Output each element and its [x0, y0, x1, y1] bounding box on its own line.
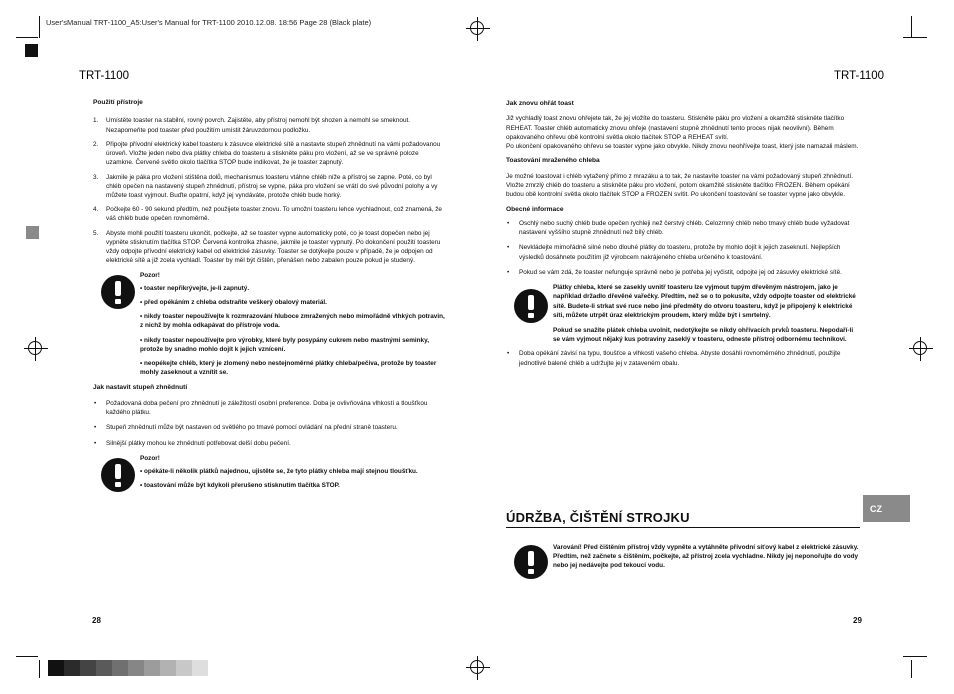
color-swatch	[192, 660, 208, 676]
registration-mark-icon	[470, 660, 484, 674]
crop-line	[16, 656, 38, 657]
warning-item: • neopékejte chléb, který je zlomený nebo nestejnoměrné plátky chleba/pečiva, protože by toaster mohly zaseknout a vznítit se.	[140, 360, 437, 377]
list-item: • Nevkládejte mimořádně silné nebo dlouhé plátky do toasteru, protože by mohlo dojít k jejich zaseknutí. Nejlepších výsledků dosáhnete použitím již výrobcem nakrájeného chleba určeného k toastování.	[506, 243, 860, 261]
color-swatch	[160, 660, 176, 676]
black-corner-square	[25, 44, 38, 57]
list-item: • Pokud se vám zdá, že toaster nefunguje správně nebo je potřeba jej vyčistit, odpojte jej od zásuvky elektrické sítě.	[506, 268, 860, 277]
warning-text: Plátky chleba, které se zasekly uvnitř toasteru lze vyjmout tupým dřevěným nástrojem, jako je například držadlo dřevěné vařečky. Předtím, než se o to pokusíte, vždy odpojte toaster od elektrické sítě. Budete-li strkat své ruce nebo jiné předměty do otvoru toasteru, když je připojený k elektrické síti, můžete utrpět úraz elektrickým proudem, který může být i smrtelný.	[553, 284, 856, 319]
warning-item: • toastování může být kdykoli přerušeno stisknutím tlačítka STOP.	[140, 482, 340, 490]
crop-line	[903, 37, 927, 38]
usage-steps	[93, 116, 446, 265]
section-rule	[506, 527, 860, 528]
warning-item: • toaster nepřikrývejte, je-li zapnutý.	[140, 284, 250, 292]
crop-line	[16, 37, 38, 38]
browning-heading: Jak nastavit stupeň zhnědnutí	[93, 383, 188, 391]
registration-mark-icon	[28, 341, 42, 355]
list-item: 4. Počkejte 60 - 90 sekund předtím, než použijete toaster znovu. To umožní toasteru lehce vychladnout, což znamená, že váš chléb bude opečen rovnoměrně.	[93, 206, 442, 223]
general-list	[506, 219, 860, 277]
color-swatch	[80, 660, 96, 676]
warning-item: • nikdy toaster nepoužívejte k rozmrazování hluboce zmražených nebo mimořádně vlhkých potravin, z nichž by mohla odkapávat do přístroje voda.	[140, 313, 445, 330]
gray-marker-square	[26, 226, 39, 239]
list-item: 2. Připojte přívodní elektrický kabel toasteru k zásuvce elektrické sítě a nastavte stupeň zhnědnutí na vámi požadovanou úroveň. Vložte jeden nebo dva plátky chleba do toasteru a stiskněte páku pro vložení, až se ve správné poloze uzamkne. Červené světlo okolo tlačítka STOP bude indikovat, že je toaster zapnutý.	[93, 140, 441, 167]
warning-item: • opékáte-li několik plátků najednou, ujistěte se, že tyto plátky chleba mají stejnou tloušťku.	[140, 468, 418, 476]
exclamation-warning-icon	[514, 289, 548, 323]
page-number: 29	[853, 616, 862, 625]
warning-text: Varování! Před čištěním přístroj vždy vypněte a vytáhněte přívodní síťový kabel z elektrické zásuvky. Předtím, než začnete s čištěním, počkejte, až přístroj zcela vychladne. Nikdy jej neponořujte do vody nebo jej nedávejte pod tekoucí vodu.	[553, 544, 859, 570]
general-heading: Obecné informace	[506, 205, 564, 213]
color-swatch	[64, 660, 80, 676]
right-column	[506, 99, 860, 374]
color-swatch	[96, 660, 112, 676]
crop-line	[39, 660, 40, 678]
exclamation-warning-icon	[514, 545, 548, 579]
list-item: 5. Abyste mohli použití toasteru ukončit, počkejte, až se toaster vypne automaticky poté, co je toast dopečen nebo jej vypněte stisknutím tlačítka STOP. Červená kontrolka zhasne, jakmile je toaster vypnutý. Po dokončení použití toasteru vždy odpojte přívodní elektrický kabel od elektrické zásuvky. Toaster se dotýkejte pouze v případě, že je odpojen od elektrické sítě a již zcela vychladl. Toaster by měl být čištěn, přenášen nebo zabalen pouze pokud je studený.	[93, 229, 441, 265]
registration-mark-icon	[913, 341, 927, 355]
warning-text: Pokud se snažíte plátek chleba uvolnit, nedotýkejte se nikdy ohřívacích prvků toasteru. Nepodaří-li se vám vyjmout nějaký kus potraviny zaseklý v toasteru, odneste přístroj odbornému technikovi.	[553, 326, 854, 344]
language-tab: CZ	[863, 495, 910, 522]
color-swatch	[48, 660, 64, 676]
section-title: ÚDRŽBA, ČIŠTĚNÍ STROJKU	[506, 510, 690, 525]
general-list-continued	[506, 349, 860, 367]
reheat-heading: Jak znovu ohřát toast	[506, 100, 574, 107]
list-item: • Oschlý nebo suchý chléb bude opečen rychleji než čerstvý chléb. Celozrnný chléb nebo tmavý chléb bude vyžadovat nastavení vyššího stupně zhnědnutí než bílý chléb.	[506, 219, 860, 237]
exclamation-warning-icon	[101, 275, 135, 309]
color-swatch	[176, 660, 192, 676]
list-item: • Doba opékání závisí na typu, tloušťce a vlhkosti vašeho chleba. Abyste dosáhli rovnoměrného zhnědnutí, použijte jednotlivé balené chléb a udržujte jej v zataveném obalu.	[506, 349, 860, 367]
list-item: • Požadovaná doba pečení pro zhnědnutí je záležitostí osobní preference. Doba je ovlivňována vlhkostí a tloušťkou každého plátku.	[93, 399, 446, 417]
left-column	[93, 98, 446, 496]
warning-title: Pozor!	[140, 271, 160, 279]
usage-heading: Použití přístroje	[93, 99, 143, 106]
color-swatch	[112, 660, 128, 676]
list-item: • Stupeň zhnědnutí může být nastaven od světlého po tmavé pomocí ovládání na přední straně toasteru.	[93, 423, 446, 432]
crop-line	[911, 660, 912, 678]
warning-item: • před opékáním z chleba odstraňte veškerý obalový materiál.	[140, 298, 327, 306]
warning-block	[93, 271, 446, 378]
crop-line	[911, 16, 912, 38]
print-header: User'sManual TRT-1100_A5:User's Manual for TRT-1100 2010.12.08. 18:56 Page 28 (Black plate)	[46, 18, 372, 27]
crop-line	[903, 656, 927, 657]
warning-block	[93, 454, 446, 491]
list-item: 3. Jakmile je páka pro vložení stištěna dolů, mechanismus toasteru vtáhne chléb níže a přístroj se zapne. Poté, co byl chléb opečen na nastavený stupeň zhnědnutí, přístroj se vypne, páka pro vložení se vrátí do své původní polohy a vy můžete toast vyjmout. Buďte opatrní, když jej vyndáváte, protože chléb bude horký.	[93, 173, 438, 200]
warning-block	[506, 283, 860, 344]
browning-list	[93, 399, 446, 448]
warning-title: Pozor!	[140, 454, 160, 462]
paragraph: Po ukončení opakovaného ohřevu se toaster vypne jako obvykle. Nikdy znovu neohřívejte toast, který jste namazali máslem.	[506, 143, 859, 151]
warning-block	[506, 543, 860, 571]
warning-item: • nikdy toaster nepoužívejte pro výrobky, které byly posypány cukrem nebo mastnými seminky, protože by snadno mohlo dojít k jejich vznícení.	[140, 336, 429, 353]
color-swatch	[128, 660, 144, 676]
model-label: TRT-1100	[834, 70, 885, 82]
list-item: • Silnější plátky mohou ke zhnědnutí potřebovat delší dobu pečení.	[93, 439, 446, 448]
crop-line	[39, 16, 40, 38]
paragraph: Je možné toastovat i chléb vytažený přímo z mrazáku a to tak, že nastavíte toaster na vámi požadovaný stupeň zhnědnutí. Vložte zmrzlý chléb do toasteru a stiskněte páku pro vložení, potom okamžitě stiskněte tlačítko FROZEN. Během opékání budou obě kontrolní světla okolo tlačítek STOP a FROZEN svítit. Po ukončení toastování se toaster vypne jako obvykle.	[506, 172, 854, 199]
maintenance-warning	[506, 543, 860, 571]
model-label: TRT-1100	[79, 70, 130, 82]
list-item: 1. Umístěte toaster na stabilní, rovný povrch. Zajistěte, aby přístroj nemohl být shozen a nemohl se smeknout. Nezapomeňte pod toaster před použitím umístit žáruvzdornou podložku.	[93, 117, 411, 134]
exclamation-warning-icon	[101, 458, 135, 492]
page-number: 28	[92, 616, 101, 625]
frozen-heading: Toastování mraženého chleba	[506, 157, 600, 165]
paragraph: Již vychladlý toast znovu ohřejete tak, že jej vložíte do toasteru. Stiskněte páku pro vložení a okamžitě stiskněte tlačítko REHEAT. Toaster chléb automaticky znovu ohřeje (nastavení stupně zhnědnutí tento proces nijak neovlivní). Během opakovaného ohřevu obě kontrolní světla okolo tlačítek STOP a REHEAT svítí.	[506, 115, 845, 141]
registration-mark-icon	[470, 21, 484, 35]
color-swatch	[144, 660, 160, 676]
color-swatch-bar	[48, 660, 208, 676]
